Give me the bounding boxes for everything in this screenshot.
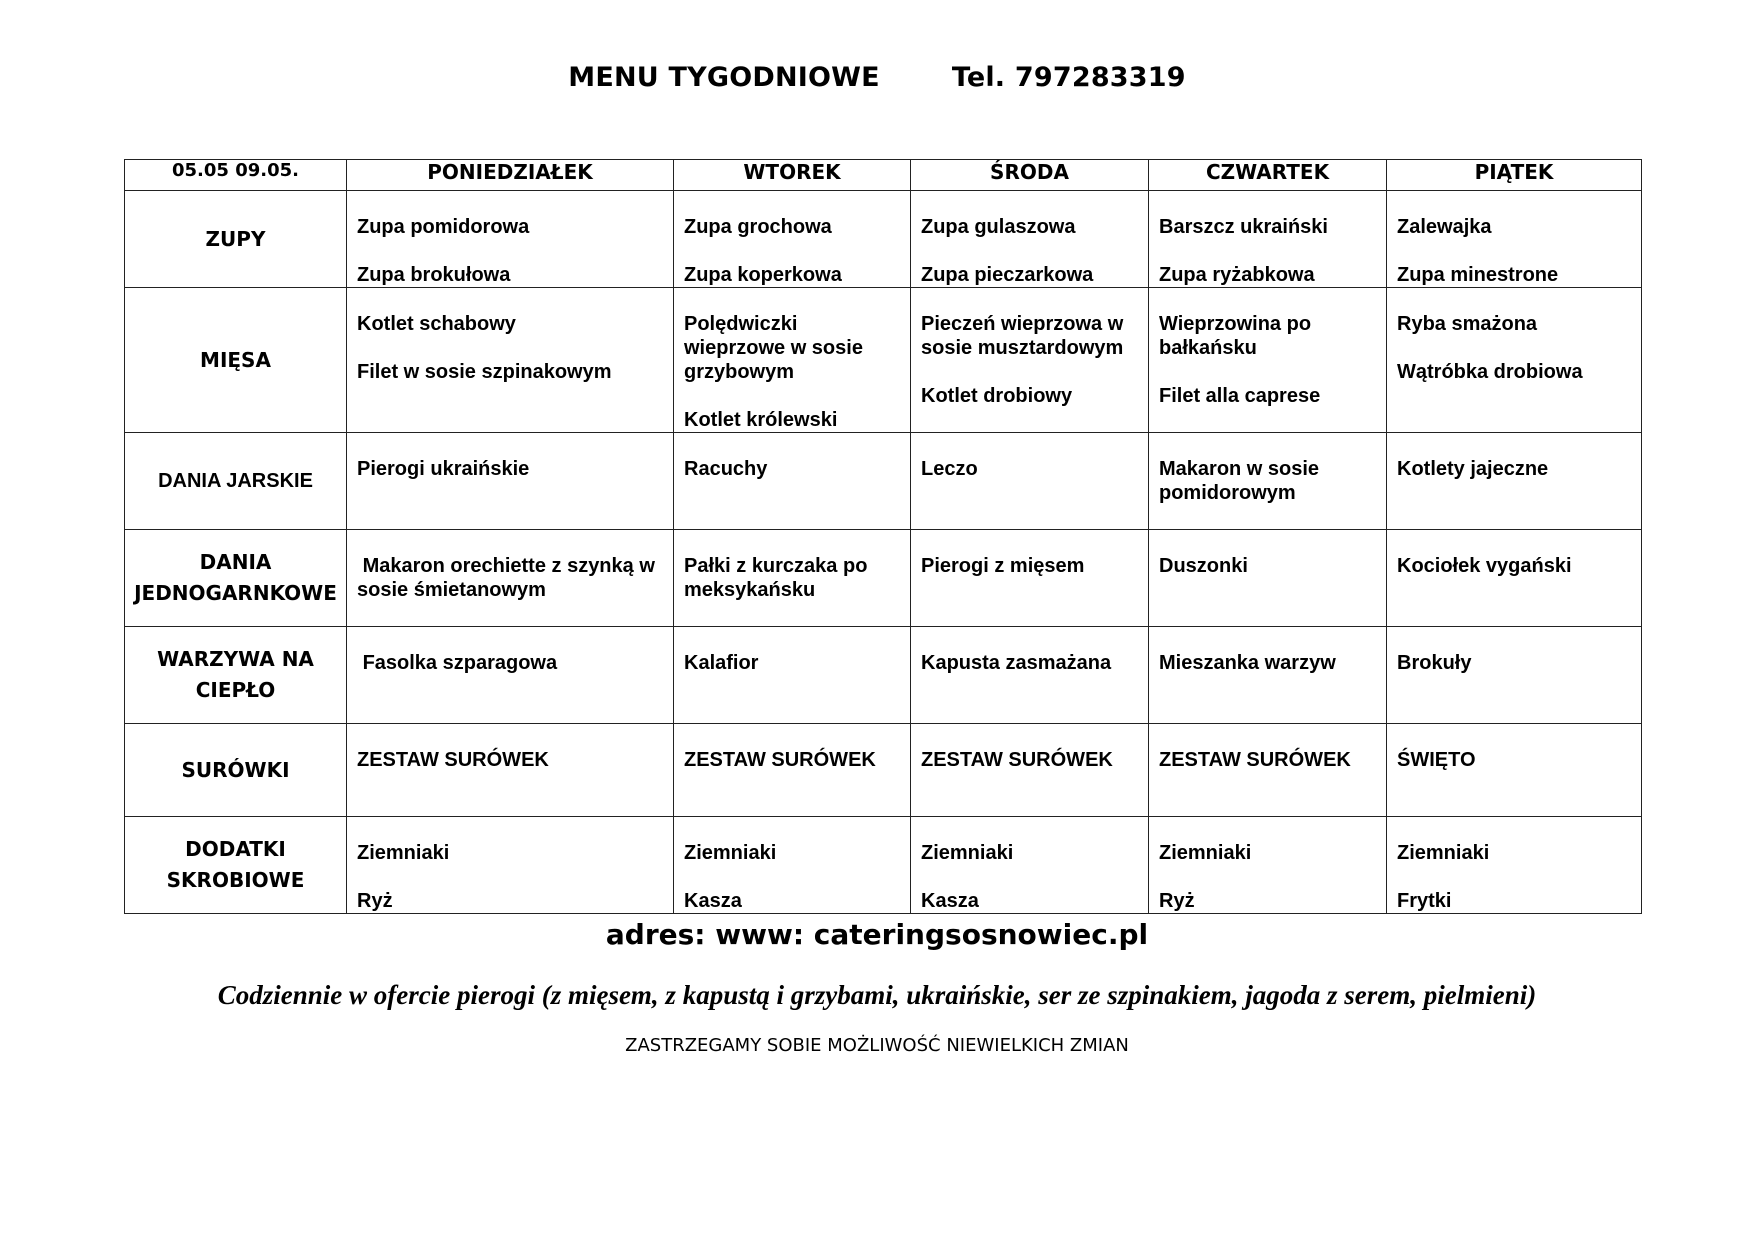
dish-primary: Fasolka szparagowa [357,652,558,674]
dish-primary: Makaron w sosie pomidorowym [1159,458,1325,504]
menu-cell [911,288,1149,433]
daily-offer-note: Codziennie w ofercie pierogi (z mięsem, z kapustą i grzybami, ukraińskie, ser ze szpinakiem, jagoda z serem, pielmieni) [217,980,1537,1010]
dish-primary: ZESTAW SURÓWEK [921,749,1113,771]
dish-primary: ZESTAW SURÓWEK [357,749,549,771]
table-row [125,433,1642,530]
phone-number: Tel. 797283319 [951,62,1186,93]
dish-primary: Ziemniaki [1397,842,1490,864]
dish-primary: Racuchy [684,458,768,480]
day-header: PONIEDZIAŁEK [347,160,674,191]
dish-primary: Pałki z kurczaka po meksykańsku [684,555,873,601]
dish-primary: ŚWIĘTO [1397,749,1476,771]
menu-cell [1149,288,1387,433]
dish-primary: Kalafior [684,652,759,674]
table-header-row [125,160,1642,191]
category-label: WARZYWA NA CIEPŁO [125,627,347,724]
dish-secondary: Zupa brokułowa [357,264,511,286]
category-label: DANIA JARSKIE [125,433,347,530]
dish-secondary: Zupa minestrone [1397,264,1559,286]
menu-cell [674,191,911,288]
menu-cell [911,433,1149,530]
menu-cell [347,191,674,288]
day-header: WTOREK [674,160,911,191]
dish-primary: ZESTAW SURÓWEK [1159,749,1351,771]
table-row [125,724,1642,817]
dish-secondary: Filet alla caprese [1159,385,1321,407]
dish-primary: Kociołek vygański [1397,555,1572,577]
menu-cell [674,530,911,627]
menu-cell [674,817,911,914]
date-range: 05.05 09.05. [125,160,347,191]
website-address: adres: www: cateringsosnowiec.pl [605,918,1149,951]
menu-cell [1149,724,1387,817]
table-row [125,817,1642,914]
menu-cell [1387,817,1642,914]
menu-cell [674,288,911,433]
dish-secondary: Kasza [684,890,742,912]
category-label: DANIA JEDNOGARNKOWE [125,530,347,627]
table-row [125,627,1642,724]
menu-cell [1149,191,1387,288]
menu-cell [347,627,674,724]
menu-cell [347,530,674,627]
dish-primary: Brokuły [1397,652,1472,674]
dish-primary: Pierogi ukraińskie [357,458,530,480]
dish-primary: Polędwiczki wieprzowe w sosie grzybowym [684,313,869,383]
category-label: SURÓWKI [125,724,347,817]
dish-secondary: Zupa koperkowa [684,264,842,286]
dish-primary: Zupa grochowa [684,216,832,238]
dish-secondary: Ryż [357,890,393,912]
menu-cell [1149,817,1387,914]
day-header: CZWARTEK [1149,160,1387,191]
menu-title: MENU TYGODNIOWE [568,62,880,93]
menu-cell [911,191,1149,288]
menu-cell [1387,433,1642,530]
dish-primary: Pieczeń wieprzowa w sosie musztardowym [921,313,1129,359]
menu-cell [911,530,1149,627]
menu-cell [674,627,911,724]
menu-cell [1387,288,1642,433]
dish-primary: Barszcz ukraiński [1159,216,1328,238]
dish-secondary: Kasza [921,890,979,912]
dish-primary: Ziemniaki [921,842,1014,864]
dish-primary: Kapusta zasmażana [921,652,1112,674]
menu-cell [347,724,674,817]
dish-primary: Ziemniaki [1159,842,1252,864]
disclaimer: ZASTRZEGAMY SOBIE MOŻLIWOŚĆ NIEWIELKICH ZMIAN [625,1035,1129,1056]
dish-secondary: Frytki [1397,890,1452,912]
dish-secondary: Kotlet drobiowy [921,385,1073,407]
menu-cell [1149,433,1387,530]
menu-cell [1387,724,1642,817]
category-label: MIĘSA [125,288,347,433]
menu-cell [1387,530,1642,627]
menu-cell [1149,530,1387,627]
menu-cell [1387,627,1642,724]
menu-cell [347,433,674,530]
menu-cell [1387,191,1642,288]
dish-primary: Makaron orechiette z szynką w sosie śmietanowym [357,555,661,601]
dish-primary: Kotlety jajeczne [1397,458,1549,480]
category-label: DODATKI SKROBIOWE [125,817,347,914]
menu-cell [911,627,1149,724]
dish-primary: Ziemniaki [684,842,777,864]
dish-secondary: Zupa pieczarkowa [921,264,1094,286]
dish-primary: Ziemniaki [357,842,450,864]
table-row [125,288,1642,433]
menu-cell [1149,627,1387,724]
dish-secondary: Ryż [1159,890,1195,912]
category-label: ZUPY [125,191,347,288]
menu-cell [911,817,1149,914]
page-title [0,62,1754,93]
dish-primary: Ryba smażona [1397,313,1538,335]
dish-secondary: Filet w sosie szpinakowym [357,361,612,383]
dish-secondary: Kotlet królewski [684,409,838,431]
dish-primary: ZESTAW SURÓWEK [684,749,876,771]
dish-primary: Zalewajka [1397,216,1492,238]
dish-primary: Leczo [921,458,978,480]
table-row [125,191,1642,288]
dish-primary: Kotlet schabowy [357,313,516,335]
day-header: ŚRODA [911,160,1149,191]
menu-cell [347,817,674,914]
menu-cell [347,288,674,433]
menu-cell [674,433,911,530]
menu-cell [911,724,1149,817]
weekly-menu-table [124,159,1642,914]
dish-secondary: Zupa ryżabkowa [1159,264,1315,286]
dish-primary: Pierogi z mięsem [921,555,1085,577]
dish-primary: Duszonki [1159,555,1248,577]
menu-cell [674,724,911,817]
dish-primary: Mieszanka warzyw [1159,652,1336,674]
dish-secondary: Wątróbka drobiowa [1397,361,1583,383]
dish-primary: Zupa gulaszowa [921,216,1076,238]
dish-primary: Zupa pomidorowa [357,216,530,238]
dish-primary: Wieprzowina po bałkańsku [1159,313,1317,359]
table-row [125,530,1642,627]
day-header: PIĄTEK [1387,160,1642,191]
